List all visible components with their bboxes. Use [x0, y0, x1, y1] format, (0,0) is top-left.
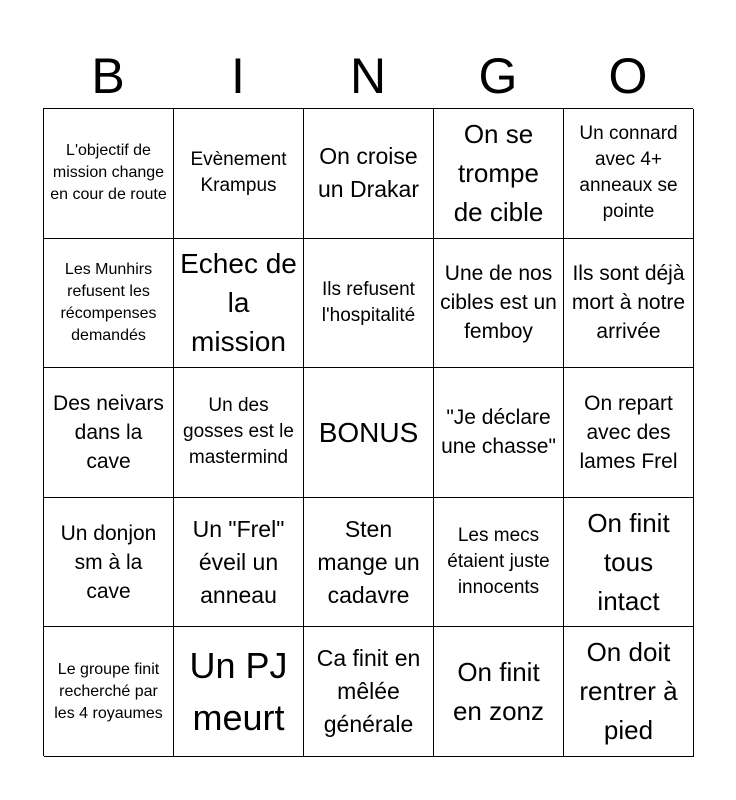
bingo-cell[interactable]: Ils refusent l'hospitalité: [304, 239, 434, 369]
bingo-cell[interactable]: On finit tous intact: [564, 498, 694, 628]
bingo-cell[interactable]: L'objectif de mission change en cour de route: [44, 109, 174, 239]
bingo-cell[interactable]: Un donjon sm à la cave: [44, 498, 174, 628]
header-letter-n: N: [349, 48, 387, 104]
bingo-cell[interactable]: On repart avec des lames Frel: [564, 368, 694, 498]
bingo-cell[interactable]: Ils sont déjà mort à notre arrivée: [564, 239, 694, 369]
bingo-cell[interactable]: Le groupe finit recherché par les 4 royaumes: [44, 627, 174, 757]
bingo-cell[interactable]: On se trompe de cible: [434, 109, 564, 239]
bingo-cell[interactable]: On doit rentrer à pied: [564, 627, 694, 757]
bingo-cell[interactable]: Echec de la mission: [174, 239, 304, 369]
header-letter-g: G: [478, 48, 518, 104]
bingo-grid: [43, 108, 693, 756]
bingo-cell-free[interactable]: BONUS: [304, 368, 434, 498]
bingo-cell[interactable]: On finit en zonz: [434, 627, 564, 757]
header-letter-b: B: [91, 48, 125, 104]
bingo-cell[interactable]: Sten mange un cadavre: [304, 498, 434, 628]
bingo-cell[interactable]: "Je déclare une chasse": [434, 368, 564, 498]
bingo-cell[interactable]: Evènement Krampus: [174, 109, 304, 239]
bingo-cell[interactable]: Un PJ meurt: [174, 627, 304, 757]
bingo-cell[interactable]: Une de nos cibles est un femboy: [434, 239, 564, 369]
bingo-cell[interactable]: Un "Frel" éveil un anneau: [174, 498, 304, 628]
bingo-cell[interactable]: Un des gosses est le mastermind: [174, 368, 304, 498]
bingo-cell[interactable]: On croise un Drakar: [304, 109, 434, 239]
bingo-header: [43, 44, 693, 108]
header-letter-i: I: [231, 48, 245, 104]
bingo-cell[interactable]: Ca finit en mêlée générale: [304, 627, 434, 757]
bingo-cell[interactable]: Les mecs étaient juste innocents: [434, 498, 564, 628]
header-letter-o: O: [608, 48, 648, 104]
bingo-cell[interactable]: Des neivars dans la cave: [44, 368, 174, 498]
bingo-cell[interactable]: Les Munhirs refusent les récompenses demandés: [44, 239, 174, 369]
bingo-cell[interactable]: Un connard avec 4+ anneaux se pointe: [564, 109, 694, 239]
